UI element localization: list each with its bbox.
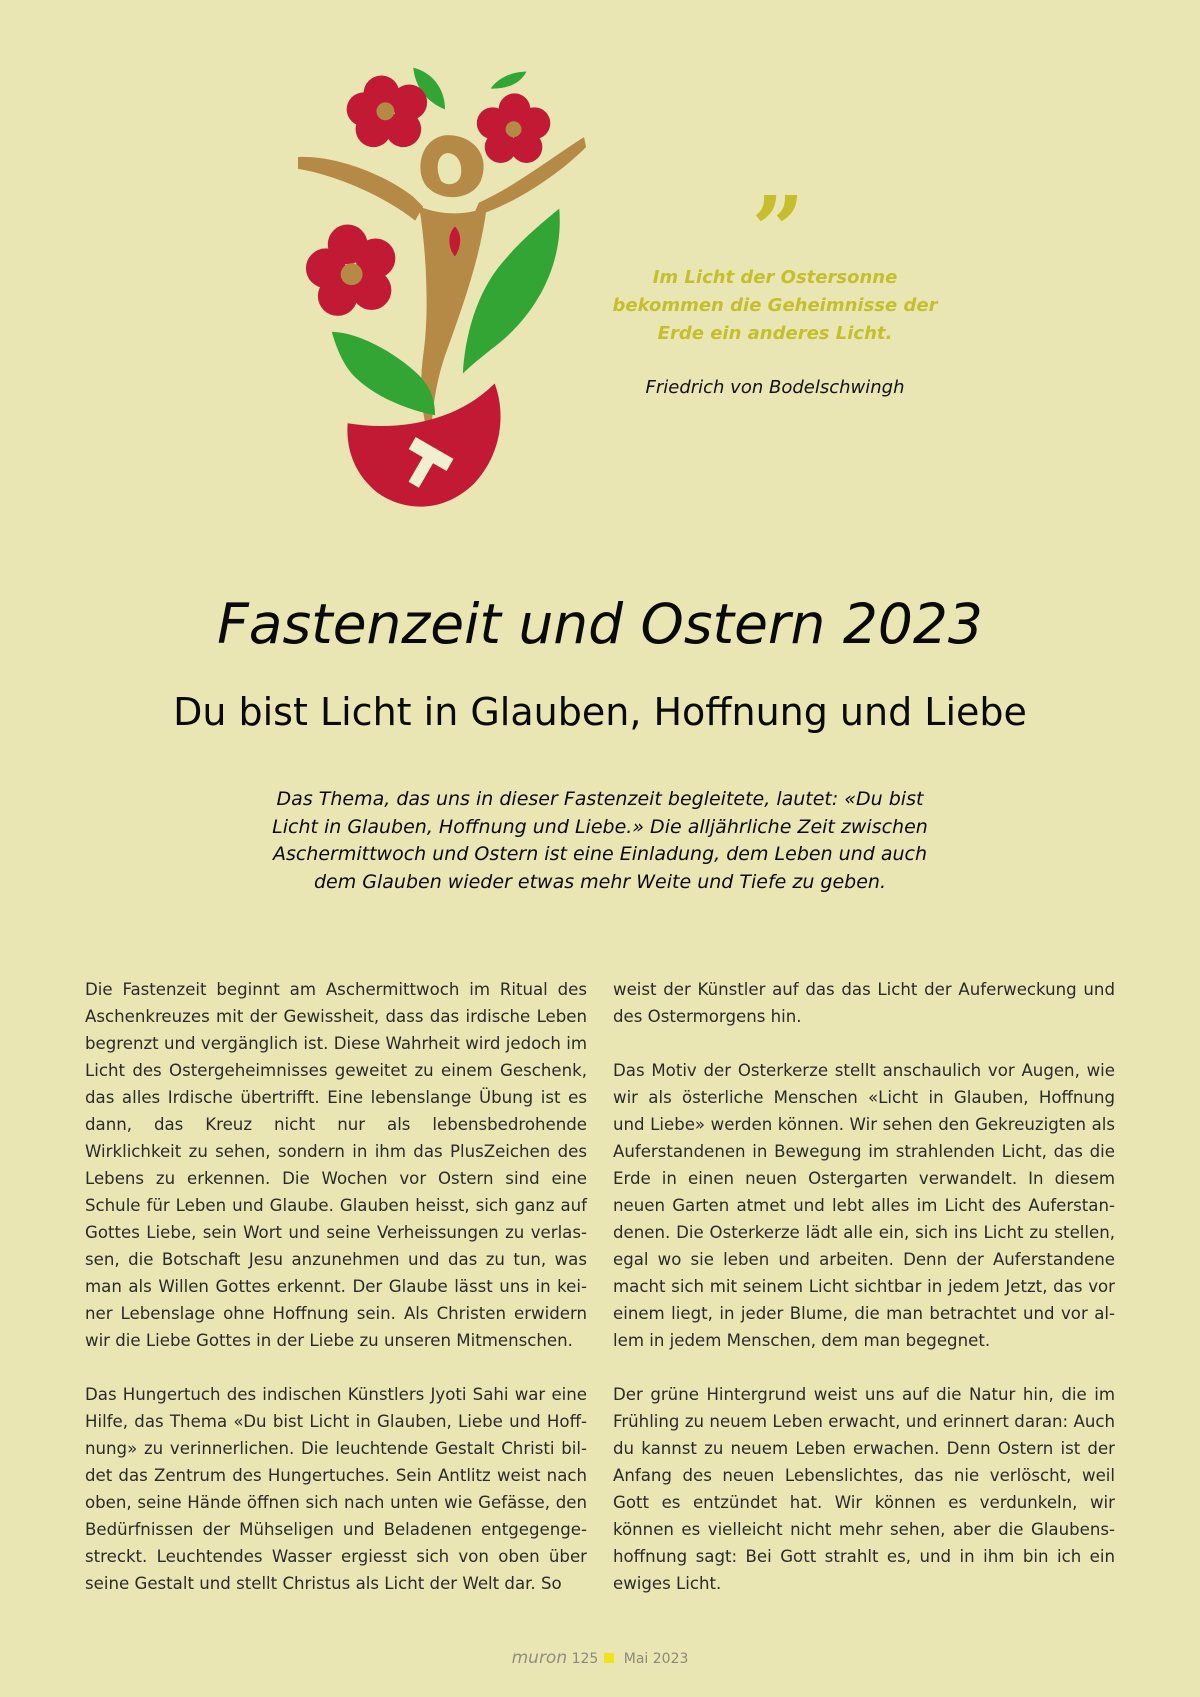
footer-separator-icon bbox=[604, 1653, 614, 1663]
easter-flower-illustration bbox=[296, 56, 594, 556]
body-paragraph: weist der Künstler auf das das Licht der Auferweckung und des Ostermorgens hin. bbox=[613, 980, 1115, 1026]
quote-block bbox=[610, 176, 940, 400]
page-title: Fastenzeit und Ostern 2023 bbox=[217, 592, 983, 656]
quote-mark-icon: ” bbox=[751, 176, 799, 284]
body-paragraph: Die Fastenzeit beginnt am Aschermittwoch im Ritual des Aschenkreuzes mit der Gewissheit, dass das irdische Leben begrenzt und vergänglich ist. Diese Wahrheit wird jedoch im Licht des Ostergeheimnisses geweitet zu einem Geschenk, das alles Irdische übertrifft. Eine lebenslange Übung ist es dann, das Kreuz nicht nur als lebensbedrohende Wirklichkeit zu sehen, sondern in ihm das PlusZeichen des Lebens zu erkennen. Die Wochen vor Ostern sind eine Schule für Leben und Glaube. Glauben heisst, sich ganz auf Gottes Liebe, sein Wort und seine Verheissungen zu verlassen, die Botschaft Jesu anzunehmen und das zu tun, was man als Willen Gottes erkennt. Der Glaube lässt uns in keiner Lebenslage ohne Hoffnung sein. Als Christen erwidern wir die Liebe Gottes in der Liebe zu unseren Mitmenschen. bbox=[85, 980, 587, 1350]
body-column-left bbox=[85, 976, 587, 1624]
footer-date: Mai 2023 bbox=[623, 1651, 689, 1667]
body-paragraph: Das Motiv der Osterkerze stellt anschaulich vor Augen, wie wir als österliche Menschen «Licht in Glauben, Hoffnung und Liebe» werden können. Wir sehen den Gekreuzigten als Auferstandenen in Bewegung im strahlenden Licht, das die Erde in einen neuen Ostergarten verwandelt. In diesem neuen Garten atmet und lebt alles im Licht des Auferstandenen. Die Osterkerze lädt alle ein, sich ins Licht zu stellen, egal wo sie leben und arbeiten. Denn der Auferstandene macht sich mit seinem Licht sichtbar in jedem Jetzt, das vor einem liegt, in jeder Blume, die man betrachtet und vor allem in jedem Menschen, dem man begegnet. bbox=[613, 1061, 1115, 1350]
body-paragraph: Der grüne Hintergrund weist uns auf die Natur hin, die im Frühling zu neuem Leben erwacht, und erinnert daran: Auch du kannst zu neuem Leben erwachen. Denn Ostern ist der Anfang des neuen Lebenslichtes, das nie verlöscht, weil Gott es entzündet hat. Wir können es verdunkeln, wir können es vielleicht nicht mehr sehen, aber die Glaubenshoffnung sagt: Bei Gott strahlt es, und in ihm bin ich ein ewiges Licht. bbox=[613, 1385, 1115, 1593]
easter-flower-figure-icon bbox=[296, 56, 594, 556]
page-subtitle: Du bist Licht in Glauben, Hoffnung und Liebe bbox=[173, 690, 1027, 734]
body-column-right bbox=[613, 976, 1115, 1624]
quote-author: Friedrich von Bodelschwingh bbox=[645, 377, 905, 398]
body-paragraph: Das Hungertuch des indischen Künstlers Jyoti Sahi war eine Hilfe, das Thema «Du bist Licht in Glauben, Liebe und Hoffnung» zu verinnerlichen. Die leuchtende Gestalt Christi bildet das Zentrum des Hungertuches. Sein Antlitz weist nach oben, seine Hände öffnen sich nach unten wie Gefässe, den Bedürfnissen der Mühseligen und Beladenen entgegengestreckt. Leuchtendes Wasser ergiesst sich von oben über seine Gestalt und stellt Christus als Licht der Welt dar. So bbox=[85, 1385, 587, 1593]
footer-issue-number: 125 bbox=[571, 1651, 599, 1667]
quote-text: Im Licht der Ostersonne bekommen die Geheimnisse der Erde ein anderes Licht. bbox=[612, 267, 938, 344]
intro-paragraph: Das Thema, das uns in dieser Fastenzeit begleitete, lautet: «Du bist Licht in Glauben, Hoffnung und Liebe.» Die alljährliche Zeit zwischen Aschermittwoch und Ostern ist eine Einladung, dem Leben und auch dem Glauben wieder etwas mehr Weite und Tiefe zu geben. bbox=[272, 788, 928, 893]
page-footer bbox=[0, 1648, 1200, 1669]
footer-brand: muron bbox=[511, 1648, 568, 1668]
